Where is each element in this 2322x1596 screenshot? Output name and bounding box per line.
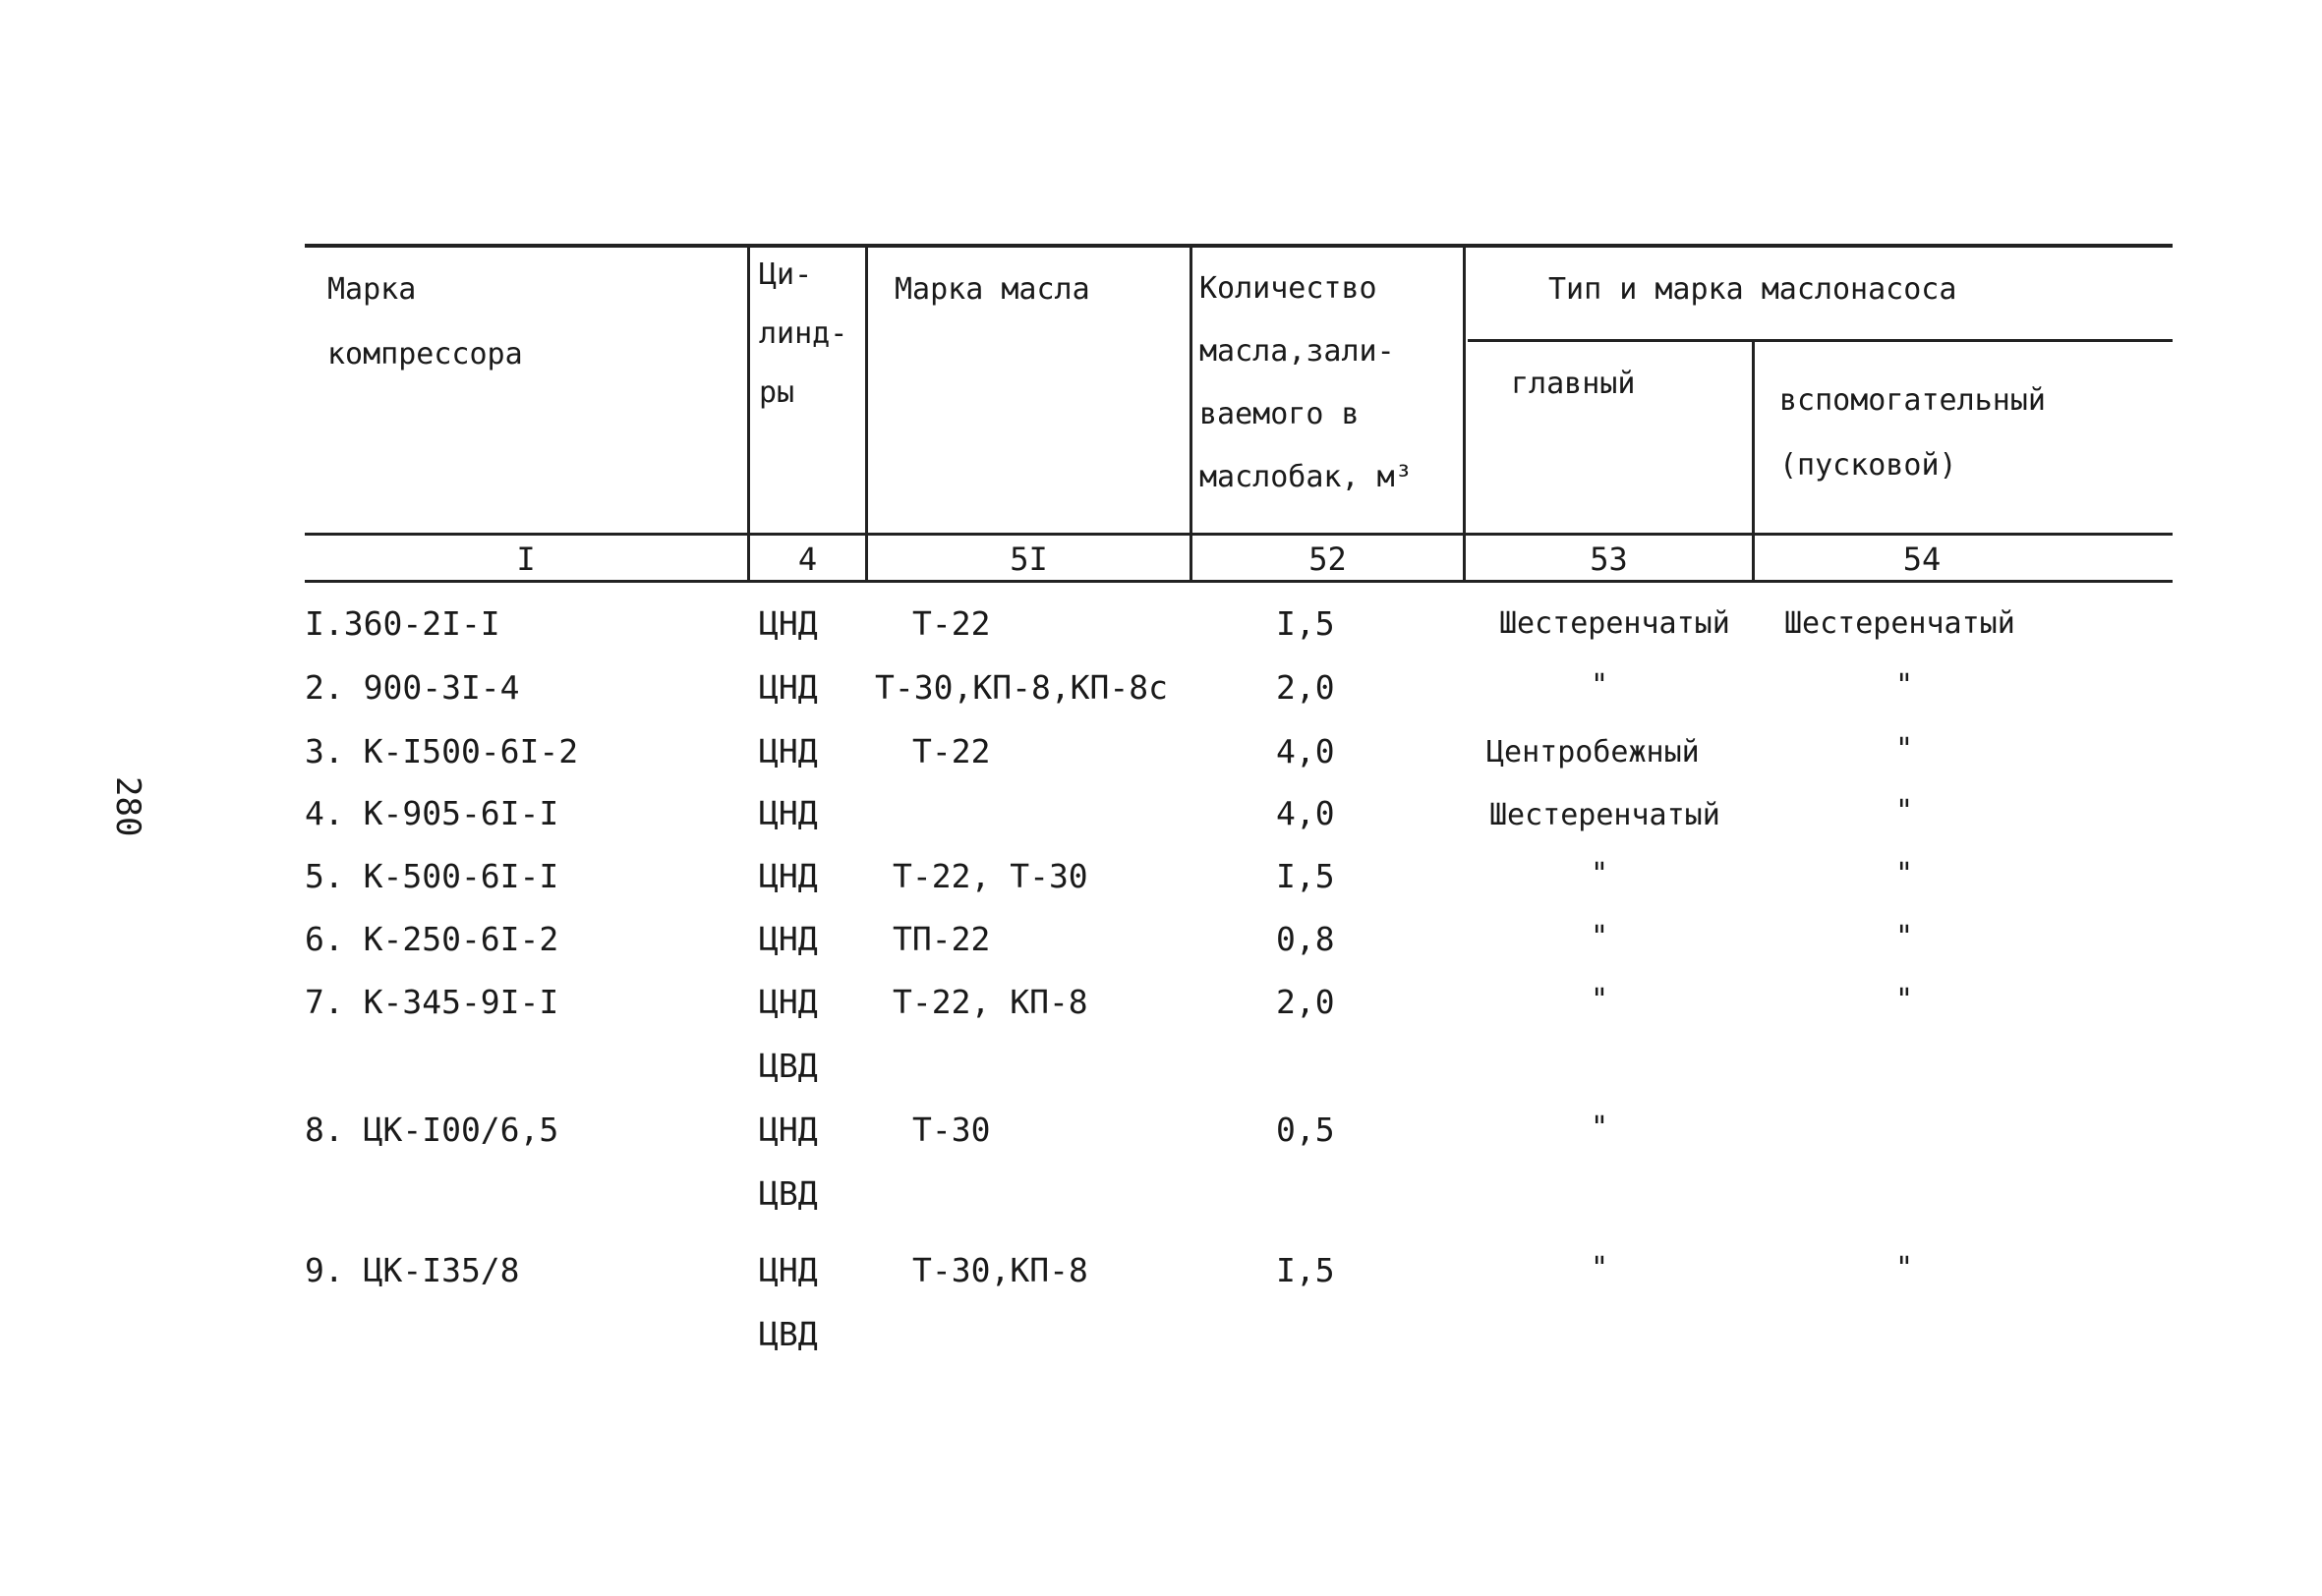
- oil-quantity: 0,8: [1276, 920, 1335, 958]
- header-aux-pump: вспомогательный (пусковой): [1779, 383, 2046, 483]
- main-pump: ": [1591, 1111, 1609, 1145]
- oil-brand: Т-30,КП-8,КП-8с: [875, 668, 1169, 707]
- oil-brand: ТП-22: [893, 920, 991, 958]
- compressor-model: I.360-2I-I: [305, 604, 500, 643]
- col-divider-1: [747, 246, 750, 582]
- main-pump: ": [1591, 920, 1609, 954]
- oil-quantity: I,5: [1276, 1251, 1335, 1289]
- oil-brand: Т-22: [912, 732, 991, 770]
- column-number: 4: [797, 541, 818, 578]
- oil-quantity: I,5: [1276, 857, 1335, 895]
- oil-brand: Т-30,КП-8: [912, 1251, 1088, 1289]
- aux-pump: ": [1895, 857, 1914, 891]
- header-cylinders: Ци- линд- ры: [759, 257, 848, 410]
- aux-pump: Шестеренчатый: [1784, 606, 2015, 641]
- compressor-model: 7. К-345-9I-I: [305, 983, 559, 1021]
- main-pump: ": [1591, 1251, 1609, 1285]
- header-main-pump: главный: [1511, 367, 1636, 401]
- main-pump: Шестеренчатый: [1489, 798, 1720, 832]
- main-pump: ": [1591, 983, 1609, 1017]
- aux-pump: ": [1895, 732, 1914, 767]
- oil-quantity: I,5: [1276, 604, 1335, 643]
- cylinder: ЦНД: [759, 794, 818, 832]
- column-number: 52: [1308, 541, 1347, 578]
- page-number: 280: [108, 776, 147, 837]
- oil-quantity: 2,0: [1276, 668, 1335, 707]
- compressor-model: 4. К-905-6I-I: [305, 794, 559, 832]
- compressor-model: 5. К-500-6I-I: [305, 857, 559, 895]
- main-pump: Шестеренчатый: [1499, 606, 1730, 641]
- oil-brand: Т-22: [912, 604, 991, 643]
- cylinder: ЦНД: [759, 1111, 818, 1149]
- col-divider-3: [1190, 246, 1192, 582]
- compressor-model: 3. К-I500-6I-2: [305, 732, 579, 770]
- cylinder: ЦНД: [759, 668, 818, 707]
- oil-brand: Т-22, Т-30: [893, 857, 1088, 895]
- oil-brand: Т-30: [912, 1111, 991, 1149]
- table-top-rule: [305, 244, 2173, 248]
- cylinder: ЦНД: [759, 920, 818, 958]
- header-compressor-model: Марка компрессора: [327, 272, 523, 371]
- cylinder: ЦВД: [759, 1047, 818, 1085]
- header-oil-brand: Марка масла: [895, 272, 1090, 307]
- compressor-model: 8. ЦК-I00/6,5: [305, 1111, 559, 1149]
- oil-quantity: 4,0: [1276, 794, 1335, 832]
- compressor-model: 2. 900-3I-4: [305, 668, 520, 707]
- header-pump-type: Тип и марка маслонасоса: [1548, 272, 1957, 307]
- cylinder: ЦВД: [759, 1174, 818, 1213]
- col-divider-4: [1463, 246, 1466, 582]
- cylinder: ЦНД: [759, 983, 818, 1021]
- header-bottom-rule: [305, 533, 2173, 536]
- aux-pump: ": [1895, 668, 1914, 703]
- cylinder: ЦНД: [759, 732, 818, 770]
- column-number: 54: [1902, 541, 1942, 578]
- column-number: I: [516, 541, 536, 578]
- column-number: 53: [1590, 541, 1628, 578]
- aux-pump: ": [1895, 794, 1914, 828]
- pump-subheader-rule: [1468, 339, 2173, 342]
- compressor-model: 6. К-250-6I-2: [305, 920, 559, 958]
- header-oil-quantity: Количество масла,зали- ваемого в маслобак, м³: [1199, 271, 1413, 494]
- oil-quantity: 4,0: [1276, 732, 1335, 770]
- compressor-model: 9. ЦК-I35/8: [305, 1251, 520, 1289]
- main-pump: ": [1591, 668, 1609, 703]
- main-pump: Центробежный: [1486, 735, 1700, 770]
- aux-pump: ": [1895, 1251, 1914, 1285]
- oil-quantity: 0,5: [1276, 1111, 1335, 1149]
- aux-pump: ": [1895, 920, 1914, 954]
- aux-pump: ": [1895, 983, 1914, 1017]
- cylinder: ЦНД: [759, 1251, 818, 1289]
- cylinder: ЦНД: [759, 857, 818, 895]
- main-pump: ": [1591, 857, 1609, 891]
- cylinder: ЦВД: [759, 1315, 818, 1353]
- cylinder: ЦНД: [759, 604, 818, 643]
- column-number: 5I: [1010, 541, 1048, 578]
- col-divider-2: [865, 246, 868, 582]
- oil-quantity: 2,0: [1276, 983, 1335, 1021]
- oil-brand: Т-22, КП-8: [893, 983, 1088, 1021]
